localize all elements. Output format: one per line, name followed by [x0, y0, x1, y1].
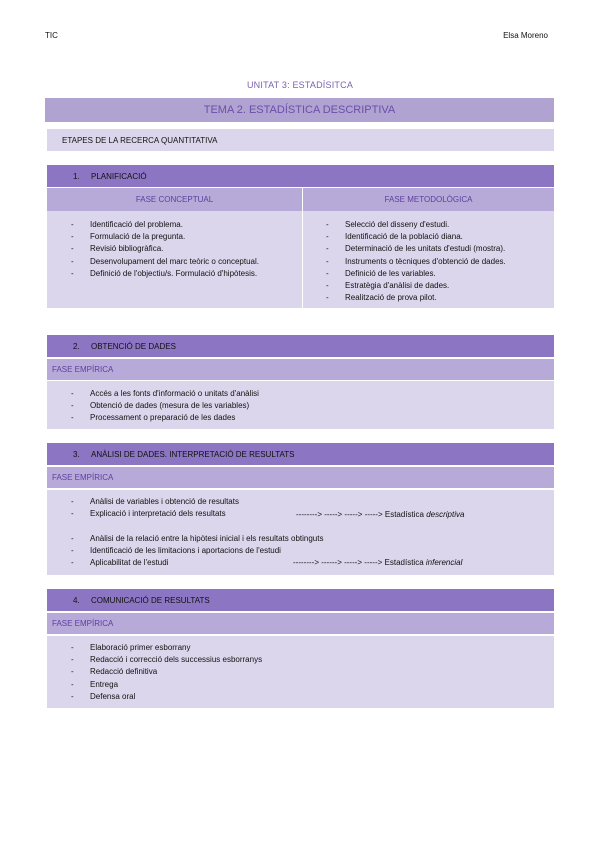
section-3-phase — [47, 467, 554, 488]
tema-title — [45, 98, 554, 122]
list-item: - Definició de les variables. — [326, 268, 506, 280]
section-3-phase-label: FASE EMPÍRICA — [52, 473, 114, 482]
list-item: - Processament o preparació de les dades — [71, 412, 259, 424]
section-3-number: 3. — [73, 449, 80, 459]
list-item: - Redacció definitiva — [71, 666, 262, 678]
list-item: - Realització de prova pilot. — [326, 292, 506, 304]
section-3-title: ANÀLISI DE DADES. INTERPRETACIÓ DE RESULTATS — [91, 449, 295, 459]
list-item: - Selecció del disseny d'estudi. — [326, 219, 506, 231]
section-3-list-a — [71, 496, 239, 520]
arrow-descriptiva-text: --------> -----> -----> -----> Estadística — [296, 510, 427, 519]
fase-conceptual-list — [71, 219, 259, 280]
section-2-phase-label: FASE EMPÍRICA — [52, 365, 114, 374]
list-item: - Identificació del problema. — [71, 219, 259, 231]
section-2-title: OBTENCIÓ DE DADES — [91, 341, 176, 351]
list-item: - Estratègia d'anàlisi de dades. — [326, 280, 506, 292]
list-item: - Entrega — [71, 679, 262, 691]
section-1-body — [47, 188, 554, 308]
list-item: - Aplicabilitat de l'estudi — [71, 557, 323, 569]
section-2-header — [47, 335, 554, 357]
section-1-title: PLANIFICACIÓ — [91, 171, 147, 181]
section-4-header — [47, 589, 554, 611]
section-3-header — [47, 443, 554, 465]
list-item: - Desenvolupament del marc teòric o conceptual. — [71, 256, 259, 268]
inferencial-label: inferencial — [425, 558, 463, 567]
section-2-phase — [47, 359, 554, 380]
list-item: - Redacció i correcció dels successius esborranys — [71, 654, 262, 666]
header-right: Elsa Moreno — [503, 31, 548, 40]
list-item: - Determinació de les unitats d'estudi (mostra). — [326, 243, 506, 255]
section-3-list-b — [71, 533, 323, 570]
arrow-descriptiva — [296, 510, 464, 519]
list-item: - Obtenció de dades (mesura de les variables) — [71, 400, 259, 412]
tema-title-text: TEMA 2. ESTADÍSTICA DESCRIPTIVA — [203, 104, 396, 116]
list-item: - Identificació de les limitacions i aportacions de l'estudi — [71, 545, 323, 557]
unit-title: UNITAT 3: ESTADÍSITCA — [246, 80, 354, 90]
fase-conceptual-header — [47, 188, 302, 211]
section-4-phase-label: FASE EMPÍRICA — [52, 619, 114, 628]
descriptiva-label: descriptiva — [426, 510, 465, 519]
fase-conceptual-label: FASE CONCEPTUAL — [135, 195, 214, 204]
section-4-list — [71, 642, 262, 703]
section-4-number: 4. — [73, 595, 80, 605]
section-3-body — [47, 490, 554, 575]
list-item: - Formulació de la pregunta. — [71, 231, 259, 243]
section-1-number: 1. — [73, 171, 80, 181]
column-divider — [302, 188, 303, 308]
section-1-header — [47, 165, 554, 187]
section-2-number: 2. — [73, 341, 80, 351]
etapes-title — [47, 129, 554, 151]
etapes-title-text: ETAPES DE LA RECERCA QUANTITATIVA — [62, 135, 218, 145]
list-item: - Instruments o tècniques d'obtenció de dades. — [326, 256, 506, 268]
fase-metodologica-header — [303, 188, 554, 211]
arrow-inferencial — [293, 558, 462, 567]
section-4-phase — [47, 613, 554, 634]
list-item: - Identificació de la població diana. — [326, 231, 506, 243]
list-item: - Anàlisi de la relació entre la hipòtesi inicial i els resultats obtinguts — [71, 533, 323, 545]
fase-metodologica-list — [326, 219, 506, 304]
list-item: - Anàlisi de variables i obtenció de resultats — [71, 496, 239, 508]
list-item: - Explicació i interpretació dels resultats — [71, 508, 239, 520]
list-item: - Revisió bibliogràfica. — [71, 243, 259, 255]
list-item: - Accés a les fonts d'informació o unitats d'anàlisi — [71, 388, 259, 400]
arrow-inferencial-text: --------> ------> -----> -----> Estadística — [293, 558, 426, 567]
section-4-body — [47, 636, 554, 708]
section-4-title: COMUNICACIÓ DE RESULTATS — [91, 595, 210, 605]
list-item: - Elaboració primer esborrany — [71, 642, 262, 654]
header-left: TIC — [45, 31, 58, 40]
section-2-body — [47, 381, 554, 429]
section-2-list — [71, 388, 259, 425]
list-item: - Defensa oral — [71, 691, 262, 703]
fase-metodologica-label: FASE METODOLÒGICA — [384, 195, 473, 204]
list-item: - Definició de l'objectiu/s. Formulació d'hipòtesis. — [71, 268, 259, 280]
